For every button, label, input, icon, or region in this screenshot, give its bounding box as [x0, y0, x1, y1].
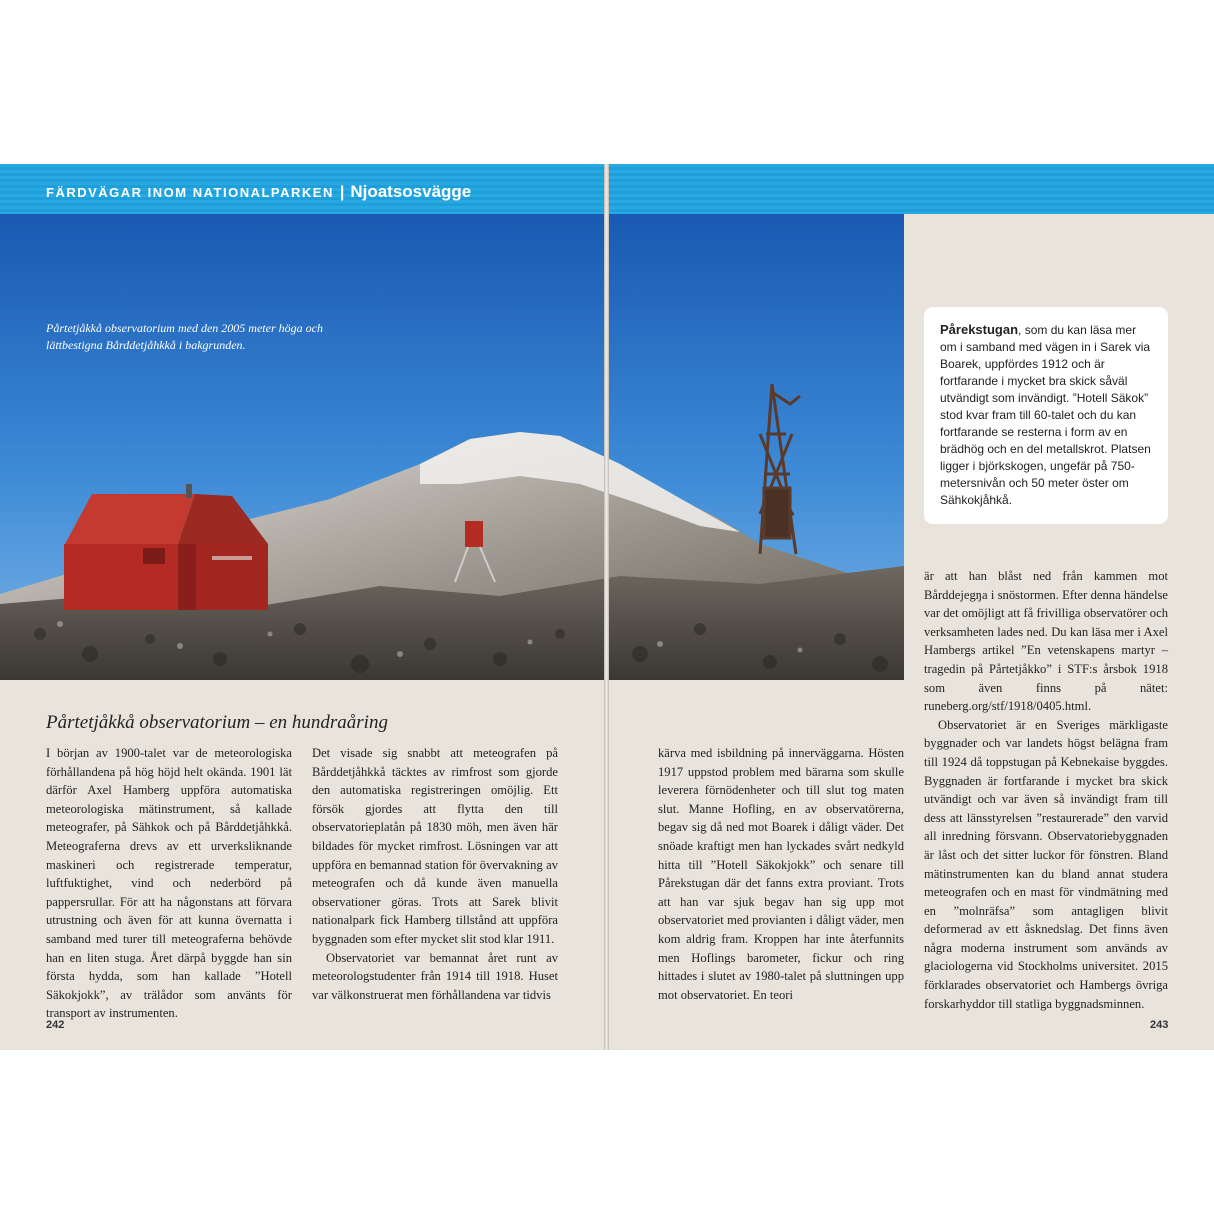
header-separator: |	[339, 184, 345, 201]
page-number-right: 243	[1150, 1019, 1169, 1031]
page-number-left: 242	[46, 1019, 65, 1031]
info-box	[924, 307, 1168, 524]
book-spine	[604, 164, 609, 1050]
paragraph: Observatoriet är en Sveriges märkligaste byggnader och var landets högst belägna fram till 1924 då toppstugan på Kebnekaise byggdes. Byggnaden är fortfarande i mycket bra skick utvändigt och var även så invändigt fram till dess att länsstyrelsen ”restaurerade” den varvid all inredning försvann. Observatoriebyggnaden är låst och det sitter luckor för fönstren. Bland mätinstrumenten kan du bland annat studera meteografen och en mast för vindmätning med en ”molnräfsa” som antagligen blivit deformerad av ett åsknedslag. Det finns även några moderna instrument som används av glaciologerna vid Stockholms universitet. 2015 förklarades observatoriet och Hambergs övriga forskarhyddor till statliga byggnadsminnen.	[924, 717, 1168, 1011]
observatory-photo	[0, 214, 904, 680]
paragraph: I början av 1900-talet var de meteorologiska förhållandena på hög höjd helt okända. 1901 lät därför Axel Hamberg uppföra automatiska meteorologiska mätinstrument, så kallade meteografer, på Sähkok och på Bårddetjåhkkå. Meteograferna drevs av ett urverksliknande maskineri och registrerade temperatur, luftfuktighet, vind och nederbörd på pappersrullar. För att ha någonstans att förvara utrustning och även för att kunna övernatta i samband med turer till meteograferna behövde han en liten stuga. Året därpå byggde han sin första hydda, som han kallade ”Hotell Säkokjokk”, av trälådor som använts för transport av instrumenten.	[46, 746, 292, 1021]
article-title: Pårtetjåkkå observatorium – en hundraåring	[46, 712, 388, 733]
section-title: FÄRDVÄGAR INOM NATIONALPARKEN	[46, 185, 334, 200]
paragraph: kärva med isbildning på innerväggarna. Hösten 1917 uppstod problem med bärarna som skulle leverera förnödenheter och till slut tog maten slut. Manne Hofling, en av observatörerna, begav sig då ned mot Boarek i dåligt väder. Det snöade kraftigt men han lyckades svårt nedkyld hitta till ”Hotell Säkokjokk” och senare till Pårekstugan där det fanns extra proviant. Trots att han var sjuk begav han sig upp mot observatoriet med provianten i dåligt väder, men kom aldrig fram. Kroppen har inte återfunnits men Hoflings barometer, fickur och ring hittades i slutet av 1980-talet på sluttningen upp mot observatoriet. En teori	[658, 746, 904, 1002]
info-box-text: , som du kan läsa mer om i samband med vägen in i Sarek via Boarek, uppfördes 1912 och är fortfarande i mycket bra skick såväl utvändigt som invändigt. ”Hotell Säkok” stod kvar fram till 60-talet och du kan fortfarande se resterna i form av en brädhög och en del metallskrot. Platsen ligger i björkskogen, ungefär på 750-metersnivån och 50 meter öster om Sähkokjåhkå.	[940, 323, 1151, 507]
text-column-2	[312, 744, 558, 1004]
text-column-4	[924, 567, 1168, 1013]
text-column-1	[46, 744, 292, 1023]
paragraph: är att han blåst ned från kammen mot Bårddejegŋa i snöstormen. Efter denna händelse var det omöjligt att få frivilliga observatörer och verksamheten lades ned. Du kan läsa mer i Axel Hambergs artikel ”En vetenskapens martyr – tragedin på Pårtetjåkko” i STF:s årsbok 1918 som även finns på nätet: runeberg.org/stf/1918/0405.html.	[924, 569, 1168, 714]
book-spread	[0, 164, 1214, 1050]
paragraph: Observatoriet var bemannat året runt av meteorologstudenter från 1914 till 1918. Huset var välkonstruerat men förhållandena var tidvis	[312, 950, 558, 1002]
text-column-3	[658, 744, 904, 1004]
mountain-landscape-image	[0, 214, 904, 680]
paragraph: Det visade sig snabbt att meteografen på Bårddetjåhkkå täcktes av rimfrost som gjorde den automatiska registreringen omöjlig. Ett försök gjordes att flytta den till observatorieplatån på 1830 möh, men även här bildades för mycket rimfrost. Lösningen var att uppföra en bemannad station för övervakning av meteografen och då kunde även manuella observationer göras. Trots att Sarek blivit nationalpark fick Hamberg tillstånd att uppföra byggnaden som efter mycket slit stod klar 1911.	[312, 746, 558, 946]
photo-caption: Pårtetjåkkå observatorium med den 2005 meter höga och lättbestigna Bårddetjåhkkå i bakgrunden.	[46, 321, 323, 352]
running-header	[46, 182, 471, 202]
subsection-title: Njoatsosvägge	[350, 182, 472, 201]
info-box-lead: Pårekstugan	[940, 322, 1019, 337]
